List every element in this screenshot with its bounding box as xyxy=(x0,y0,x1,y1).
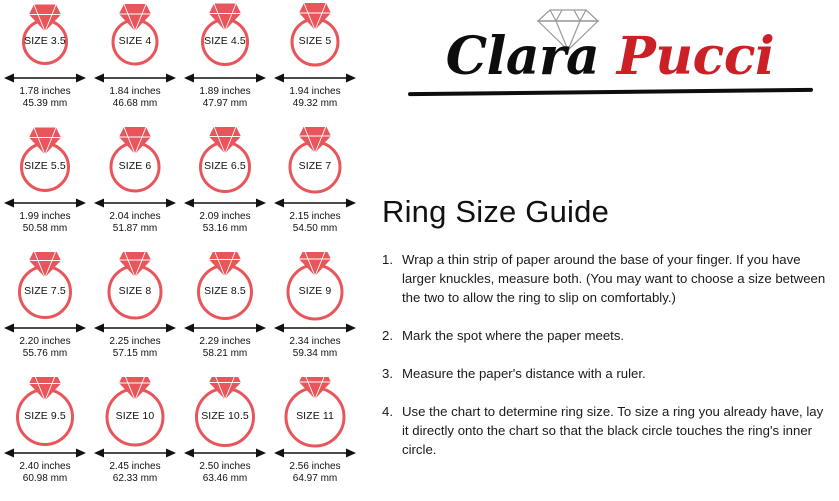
measurement-mm: 50.58 mm xyxy=(22,223,68,234)
measurement-inches: 1.99 inches xyxy=(19,211,71,222)
brand-word-1: Clara xyxy=(445,26,600,87)
measurement-values xyxy=(0,211,90,235)
measurement-values xyxy=(0,336,90,360)
measurement-mm: 53.16 mm xyxy=(202,223,248,234)
measurement-inches: 2.29 inches xyxy=(199,336,251,347)
ring-illustration xyxy=(0,250,90,330)
ring-size-label: SIZE 9 xyxy=(298,285,332,297)
ring-size-cell xyxy=(180,0,270,125)
ring-illustration xyxy=(270,375,360,455)
page-title: Ring Size Guide xyxy=(382,194,610,229)
measurement-mm: 47.97 mm xyxy=(202,98,248,109)
step-text: Use the chart to determine ring size. To size a ring you already have, lay it directly onto the chart so that the black circle touches the ring's inner circle. xyxy=(402,404,824,457)
measurement-values xyxy=(270,336,360,360)
ring-illustration xyxy=(270,0,360,80)
width-arrow-icon xyxy=(180,197,270,209)
width-arrow-icon xyxy=(180,447,270,459)
step-number: 1. xyxy=(382,252,393,267)
ring-illustration xyxy=(180,250,270,330)
ring-size-cell xyxy=(270,125,360,250)
measurement-mm: 57.15 mm xyxy=(112,348,158,359)
ring-size-label: SIZE 7.5 xyxy=(24,285,66,297)
measurement-values xyxy=(0,461,90,485)
ring-size-cell xyxy=(0,0,90,125)
ring-size-label: SIZE 5.5 xyxy=(24,160,66,172)
measurement-mm: 49.32 mm xyxy=(292,98,338,109)
ring-size-label: SIZE 8 xyxy=(118,285,152,297)
ring-size-label: SIZE 8.5 xyxy=(204,285,246,297)
ring-size-cell xyxy=(180,375,270,500)
measurement-inches: 2.20 inches xyxy=(19,336,71,347)
brand-name xyxy=(390,26,830,87)
measurement-mm: 45.39 mm xyxy=(22,98,68,109)
ring-size-cell xyxy=(180,125,270,250)
measurement-values xyxy=(270,211,360,235)
measurement-mm: 46.68 mm xyxy=(112,98,158,109)
instruction-step xyxy=(382,250,832,307)
measurement-inches: 2.40 inches xyxy=(19,461,71,472)
ring-size-cell xyxy=(270,375,360,500)
ring-illustration xyxy=(90,125,180,205)
measurement-values xyxy=(270,86,360,110)
measurement-inches: 1.89 inches xyxy=(199,86,251,97)
measurement-values xyxy=(180,86,270,110)
ring-size-label: SIZE 4.5 xyxy=(204,35,246,47)
measurement-values xyxy=(270,461,360,485)
instruction-step xyxy=(382,326,832,345)
ring-illustration xyxy=(270,125,360,205)
instruction-step xyxy=(382,402,832,459)
ring-size-label: SIZE 4 xyxy=(118,35,152,47)
width-arrow-icon xyxy=(90,72,180,84)
ring-size-cell xyxy=(180,250,270,375)
width-arrow-icon xyxy=(270,197,360,209)
measurement-inches: 2.25 inches xyxy=(109,336,161,347)
measurement-values xyxy=(180,211,270,235)
ring-size-cell xyxy=(0,375,90,500)
measurement-values xyxy=(90,336,180,360)
measurement-mm: 58.21 mm xyxy=(202,348,248,359)
measurement-mm: 60.98 mm xyxy=(22,473,68,484)
measurement-mm: 62.33 mm xyxy=(112,473,158,484)
measurement-inches: 2.15 inches xyxy=(289,211,341,222)
width-arrow-icon xyxy=(270,447,360,459)
ring-illustration xyxy=(0,375,90,455)
measurement-mm: 59.34 mm xyxy=(292,348,338,359)
ring-illustration xyxy=(90,250,180,330)
measurement-inches: 2.04 inches xyxy=(109,211,161,222)
ring-illustration xyxy=(0,0,90,80)
ring-size-cell xyxy=(0,125,90,250)
measurement-mm: 51.87 mm xyxy=(112,223,158,234)
ring-size-label: SIZE 7 xyxy=(298,160,332,172)
brand-underline xyxy=(408,88,813,96)
measurement-inches: 2.34 inches xyxy=(289,336,341,347)
measurement-inches: 2.50 inches xyxy=(199,461,251,472)
step-number: 4. xyxy=(382,404,393,419)
ring-size-cell xyxy=(90,0,180,125)
instruction-steps xyxy=(382,250,832,478)
ring-size-chart xyxy=(0,0,360,501)
right-panel xyxy=(370,0,839,501)
measurement-inches: 2.56 inches xyxy=(289,461,341,472)
measurement-values xyxy=(0,86,90,110)
width-arrow-icon xyxy=(270,322,360,334)
ring-size-cell xyxy=(270,250,360,375)
instruction-step xyxy=(382,364,832,383)
width-arrow-icon xyxy=(180,322,270,334)
ring-size-cell xyxy=(0,250,90,375)
measurement-mm: 55.76 mm xyxy=(22,348,68,359)
measurement-values xyxy=(180,336,270,360)
step-number: 2. xyxy=(382,328,393,343)
step-number: 3. xyxy=(382,366,393,381)
ring-size-label: SIZE 6 xyxy=(118,160,152,172)
measurement-inches: 1.84 inches xyxy=(109,86,161,97)
ring-size-label: SIZE 11 xyxy=(296,410,334,422)
ring-size-label: SIZE 6.5 xyxy=(204,160,246,172)
measurement-inches: 1.78 inches xyxy=(19,86,71,97)
measurement-values xyxy=(90,461,180,485)
ring-size-label: SIZE 9.5 xyxy=(24,410,66,422)
width-arrow-icon xyxy=(180,72,270,84)
width-arrow-icon xyxy=(90,447,180,459)
measurement-mm: 64.97 mm xyxy=(292,473,338,484)
step-text: Measure the paper's distance with a ruler. xyxy=(402,366,646,381)
width-arrow-icon xyxy=(270,72,360,84)
ring-size-label: SIZE 10 xyxy=(115,410,155,422)
measurement-mm: 63.46 mm xyxy=(202,473,248,484)
step-text: Mark the spot where the paper meets. xyxy=(402,328,625,343)
ring-illustration xyxy=(90,375,180,455)
width-arrow-icon xyxy=(0,447,90,459)
measurement-inches: 1.94 inches xyxy=(289,86,341,97)
ring-size-label: SIZE 3.5 xyxy=(24,35,66,47)
brand-logo xyxy=(380,4,830,104)
ring-illustration xyxy=(270,250,360,330)
measurement-mm: 54.50 mm xyxy=(292,223,338,234)
measurement-values xyxy=(90,211,180,235)
ring-illustration xyxy=(90,0,180,80)
ring-illustration xyxy=(180,375,270,455)
measurement-values xyxy=(180,461,270,485)
ring-size-cell xyxy=(90,125,180,250)
measurement-inches: 2.09 inches xyxy=(199,211,251,222)
ring-illustration xyxy=(180,0,270,80)
ring-illustration xyxy=(180,125,270,205)
width-arrow-icon xyxy=(0,197,90,209)
ring-size-label: SIZE 5 xyxy=(298,35,332,47)
ring-size-cell xyxy=(90,375,180,500)
ring-size-cell xyxy=(90,250,180,375)
step-text: Wrap a thin strip of paper around the base of your finger. If you have larger knuckles, measure both. (You may want to choose a size between the two to allow the ring to slip on comfortably.) xyxy=(402,252,826,305)
ring-size-label: SIZE 10.5 xyxy=(201,410,249,422)
width-arrow-icon xyxy=(90,322,180,334)
width-arrow-icon xyxy=(0,322,90,334)
width-arrow-icon xyxy=(0,72,90,84)
ring-illustration xyxy=(0,125,90,205)
brand-word-2: Pucci xyxy=(616,26,775,87)
measurement-values xyxy=(90,86,180,110)
measurement-inches: 2.45 inches xyxy=(109,461,161,472)
width-arrow-icon xyxy=(90,197,180,209)
ring-size-cell xyxy=(270,0,360,125)
